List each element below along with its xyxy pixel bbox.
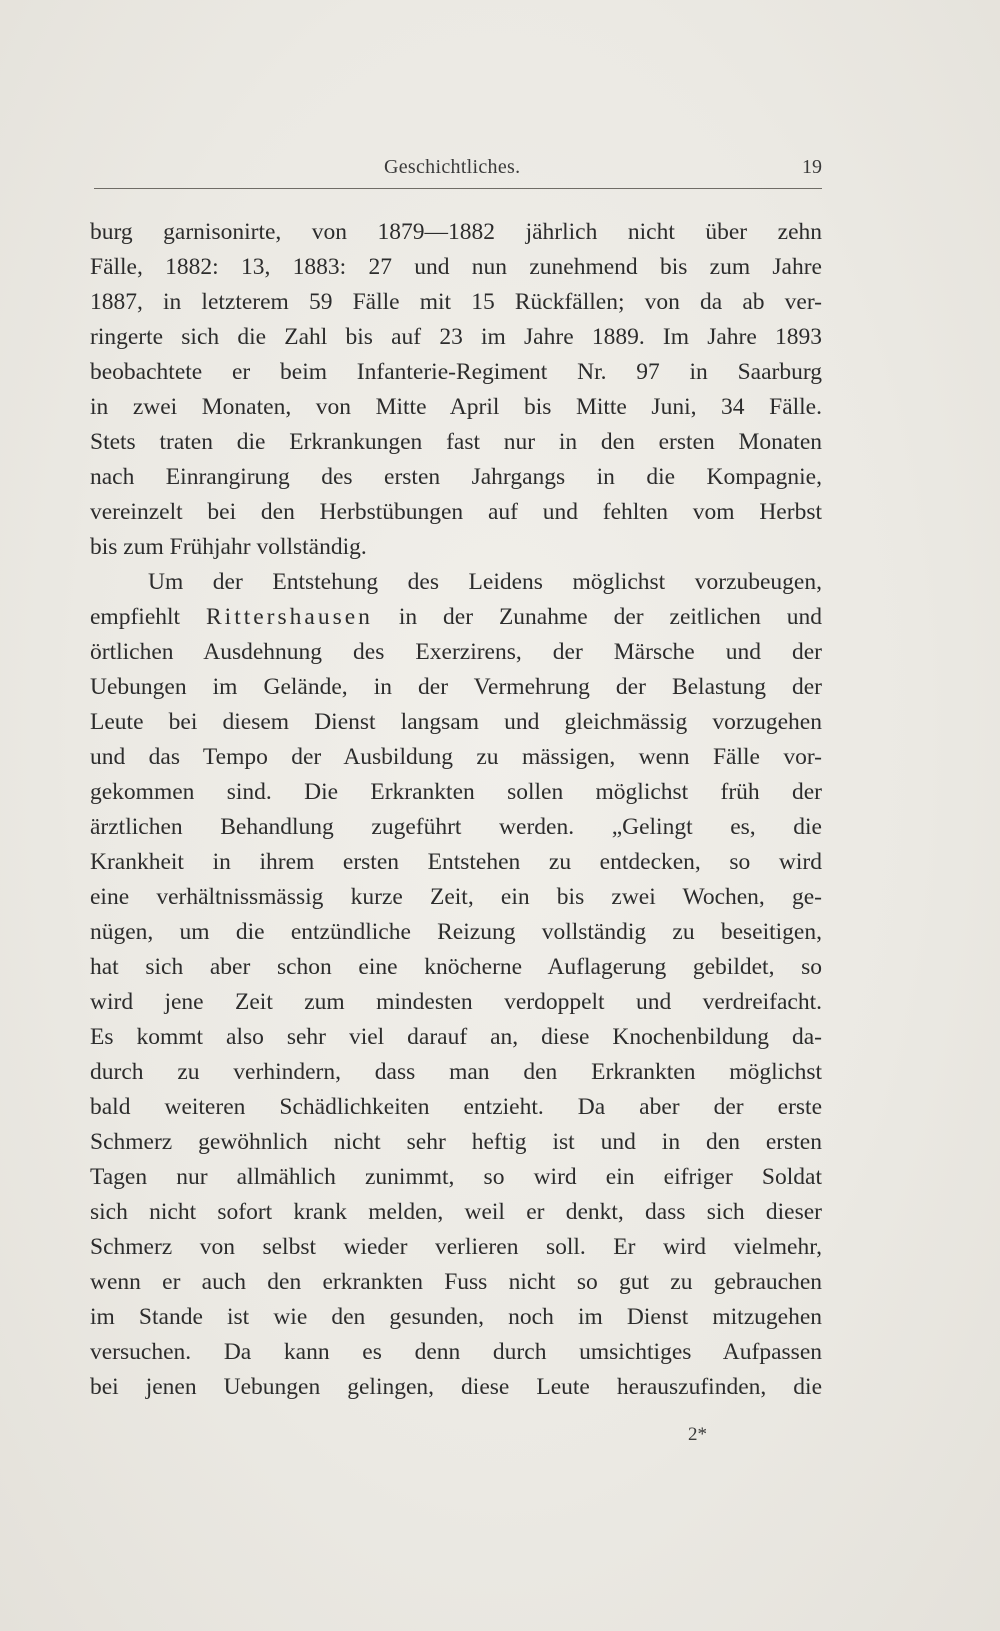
text-line: sich nicht sofort krank melden, weil er denkt, dass sich dieser <box>90 1199 822 1225</box>
text-line: wird jene Zeit zum mindesten verdoppelt und verdreifacht. <box>90 989 822 1015</box>
text-line: nach Einrangirung des ersten Jahrgangs in die Kompagnie, <box>90 464 822 490</box>
text-line: Krankheit in ihrem ersten Entstehen zu entdecken, so wird <box>90 849 822 875</box>
author-name: Rittershausen <box>205 604 373 630</box>
text-line: burg garnisonirte, von 1879—1882 jährlich nicht über zehn <box>90 219 822 245</box>
text-line: ringerte sich die Zahl bis auf 23 im Jahre 1889. Im Jahre 1893 <box>90 324 822 350</box>
text-line: Stets traten die Erkrankungen fast nur in den ersten Monaten <box>90 429 822 455</box>
text-line: Um der Entstehung des Leidens möglichst vorzubeugen, <box>148 569 822 595</box>
text-line: vereinzelt bei den Herbstübungen auf und fehlten vom Herbst <box>90 499 822 525</box>
text-line: in zwei Monaten, von Mitte April bis Mitte Juni, 34 Fälle. <box>90 394 822 420</box>
text-line: örtlichen Ausdehnung des Exerzirens, der Märsche und der <box>90 639 822 665</box>
header-rule <box>94 188 822 189</box>
text-line: Schmerz gewöhnlich nicht sehr heftig ist und in den ersten <box>90 1129 822 1155</box>
text-line: gekommen sind. Die Erkrankten sollen möglichst früh der <box>90 779 822 805</box>
text-line: bis zum Frühjahr vollständig. <box>90 534 367 560</box>
page-number: 19 <box>802 156 822 178</box>
text-line: nügen, um die entzündliche Reizung vollständig zu beseitigen, <box>90 919 822 945</box>
text-line: Schmerz von selbst wieder verlieren soll. Er wird vielmehr, <box>90 1234 822 1260</box>
text-line: hat sich aber schon eine knöcherne Auflagerung gebildet, so <box>90 954 822 980</box>
text-line: ärztlichen Behandlung zugeführt werden. „Gelingt es, die <box>90 814 822 840</box>
text-line: Fälle, 1882: 13, 1883: 27 und nun zunehmend bis zum Jahre <box>90 254 822 280</box>
body-text <box>90 215 822 1405</box>
text-fragment: in der Zunahme der zeitlichen und <box>398 604 823 630</box>
text-line: 1887, in letzterem 59 Fälle mit 15 Rückfällen; von da ab ver- <box>90 289 822 315</box>
text-line: und das Tempo der Ausbildung zu mässigen, wenn Fälle vor- <box>90 744 822 770</box>
signature-mark: 2* <box>688 1424 707 1445</box>
text-line: durch zu verhindern, dass man den Erkrankten möglichst <box>90 1059 822 1085</box>
text-line: wenn er auch den erkrankten Fuss nicht so gut zu gebrauchen <box>90 1269 822 1295</box>
text-line: beobachtete er beim Infanterie-Regiment Nr. 97 in Saarburg <box>90 359 822 385</box>
text-line: im Stande ist wie den gesunden, noch im Dienst mitzugehen <box>90 1304 822 1330</box>
text-fragment: empfiehlt <box>90 604 181 630</box>
text-line: versuchen. Da kann es denn durch umsichtiges Aufpassen <box>90 1339 822 1365</box>
running-header <box>94 156 822 188</box>
text-line: eine verhältnissmässig kurze Zeit, ein bis zwei Wochen, ge- <box>90 884 822 910</box>
text-line: Leute bei diesem Dienst langsam und gleichmässig vorzugehen <box>90 709 822 735</box>
text-line: Tagen nur allmählich zunimmt, so wird ein eifriger Soldat <box>90 1164 822 1190</box>
text-line: Uebungen im Gelände, in der Vermehrung der Belastung der <box>90 674 822 700</box>
text-line: bald weiteren Schädlichkeiten entzieht. Da aber der erste <box>90 1094 822 1120</box>
text-line: Es kommt also sehr viel darauf an, diese Knochenbildung da- <box>90 1024 822 1050</box>
text-line <box>90 600 822 635</box>
text-line: bei jenen Uebungen gelingen, diese Leute herauszufinden, die <box>90 1374 822 1400</box>
running-title: Geschichtliches. <box>384 156 521 178</box>
